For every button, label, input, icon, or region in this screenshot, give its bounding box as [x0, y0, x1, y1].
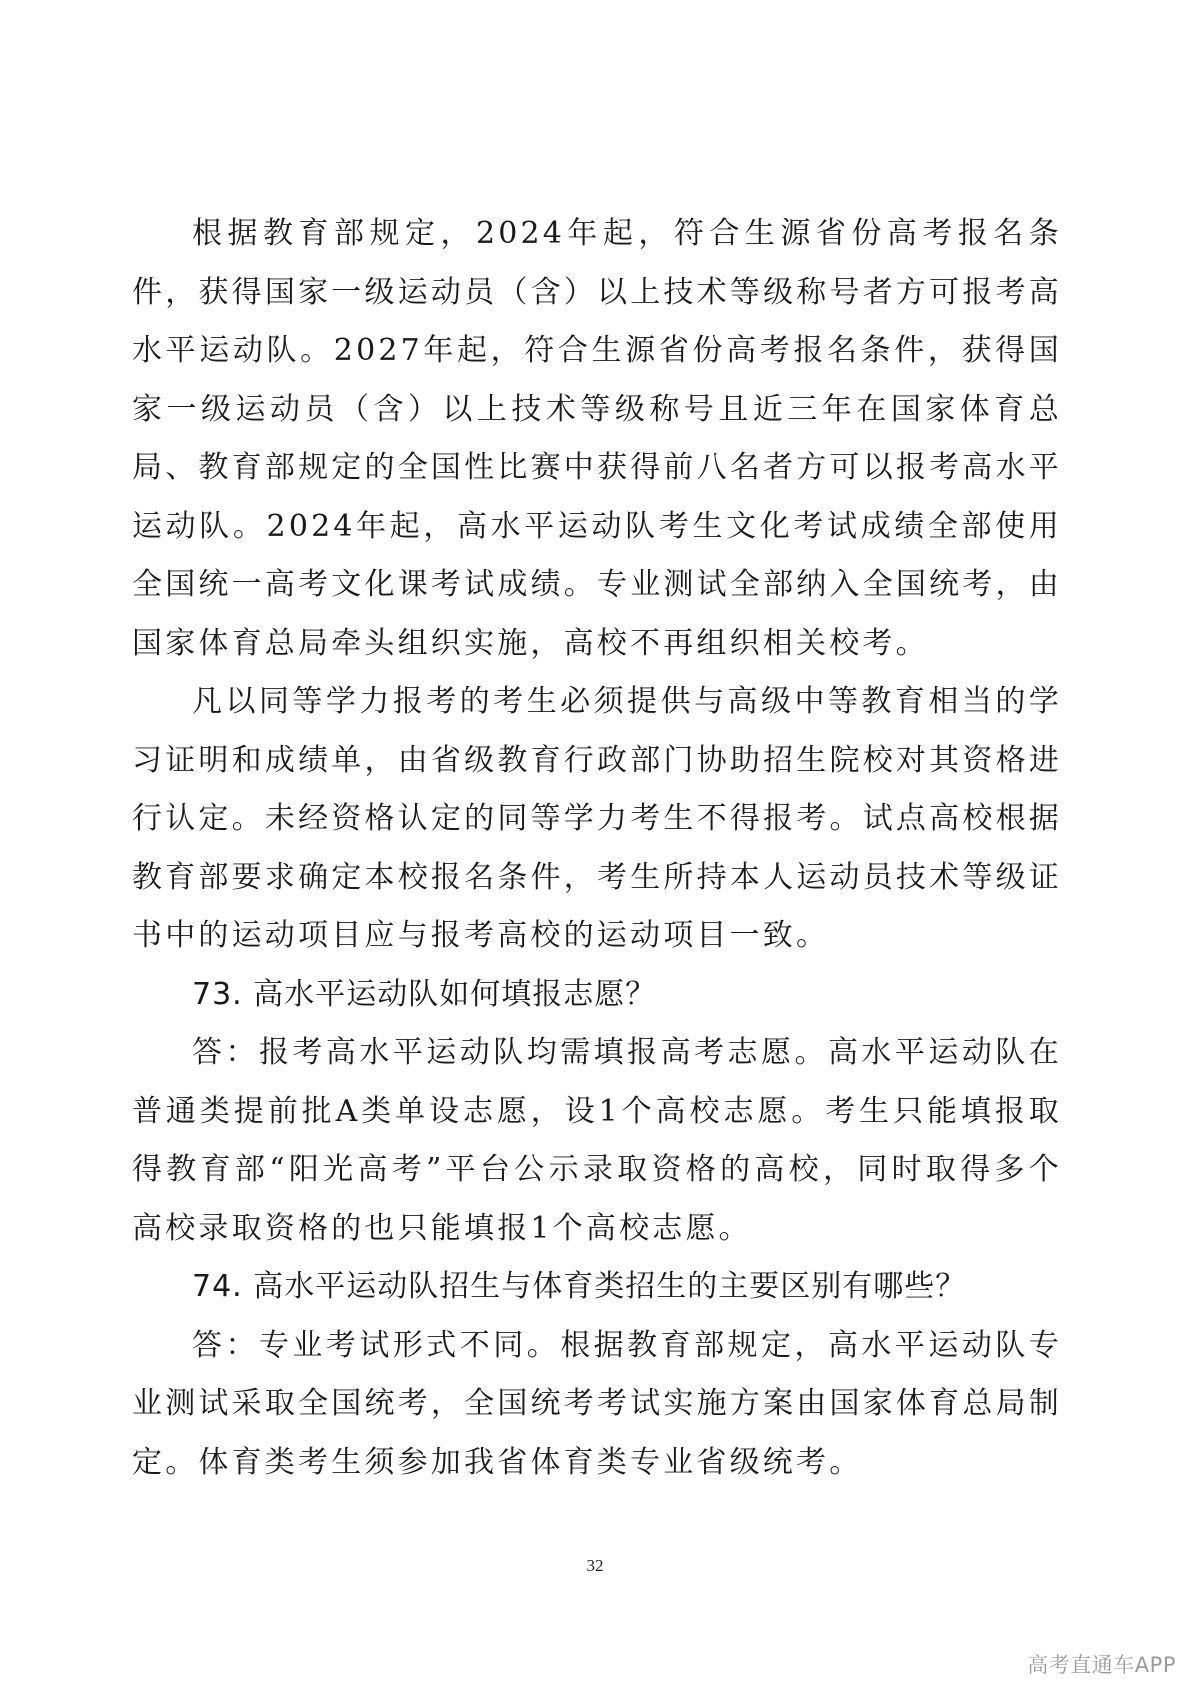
- answer-73: 答：报考高水平运动队均需填报高考志愿。高水平运动队在普通类提前批A类单设志愿，设1个高校志愿。考生只能填报取得教育部“阳光高考”平台公示录取资格的高校，同时取得多个高校录取资格的也只能填报1个高校志愿。: [132, 1035, 1062, 1246]
- watermark-label: 高考直通车APP: [1027, 1653, 1176, 1677]
- document-body: [132, 205, 1062, 1492]
- question-74-heading: 74. 高水平运动队招生与体育类招生的主要区别有哪些？: [192, 1269, 967, 1304]
- page-number: 32: [586, 1556, 604, 1575]
- question-73-heading: 73. 高水平运动队如何填报志愿？: [192, 976, 657, 1012]
- paragraph-equivalent-education: 凡以同等学力报考的考生必须提供与高级中等教育相当的学习证明和成绩单，由省级教育行政部门协助招生院校对其资格进行认定。未经资格认定的同等学力考生不得报考。试点高校根据教育部要求确定本校报名条件，考生所持本人运动员技术等级证书中的运动项目应与报考高校的运动项目一致。: [132, 684, 1062, 953]
- answer-74: 答：专业考试形式不同。根据教育部规定，高水平运动队专业测试采取全国统考，全国统考考试实施方案由国家体育总局制定。体育类考生须参加我省体育类专业省级统考。: [132, 1327, 1062, 1480]
- paragraph-eligibility: 根据教育部规定，2024年起，符合生源省份高考报名条件，获得国家一级运动员（含）以上技术等级称号者方可报考高水平运动队。2027年起，符合生源省份高考报名条件，获得国家一级运动员（含）以上技术等级称号且近三年在国家体育总局、教育部规定的全国性比赛中获得前八名者方可以报考高水平运动队。2024年起，高水平运动队考生文化考试成绩全部使用全国统一高考文化课考试成绩。专业测试全部纳入全国统考，由国家体育总局牵头组织实施，高校不再组织相关校考。: [132, 216, 1062, 661]
